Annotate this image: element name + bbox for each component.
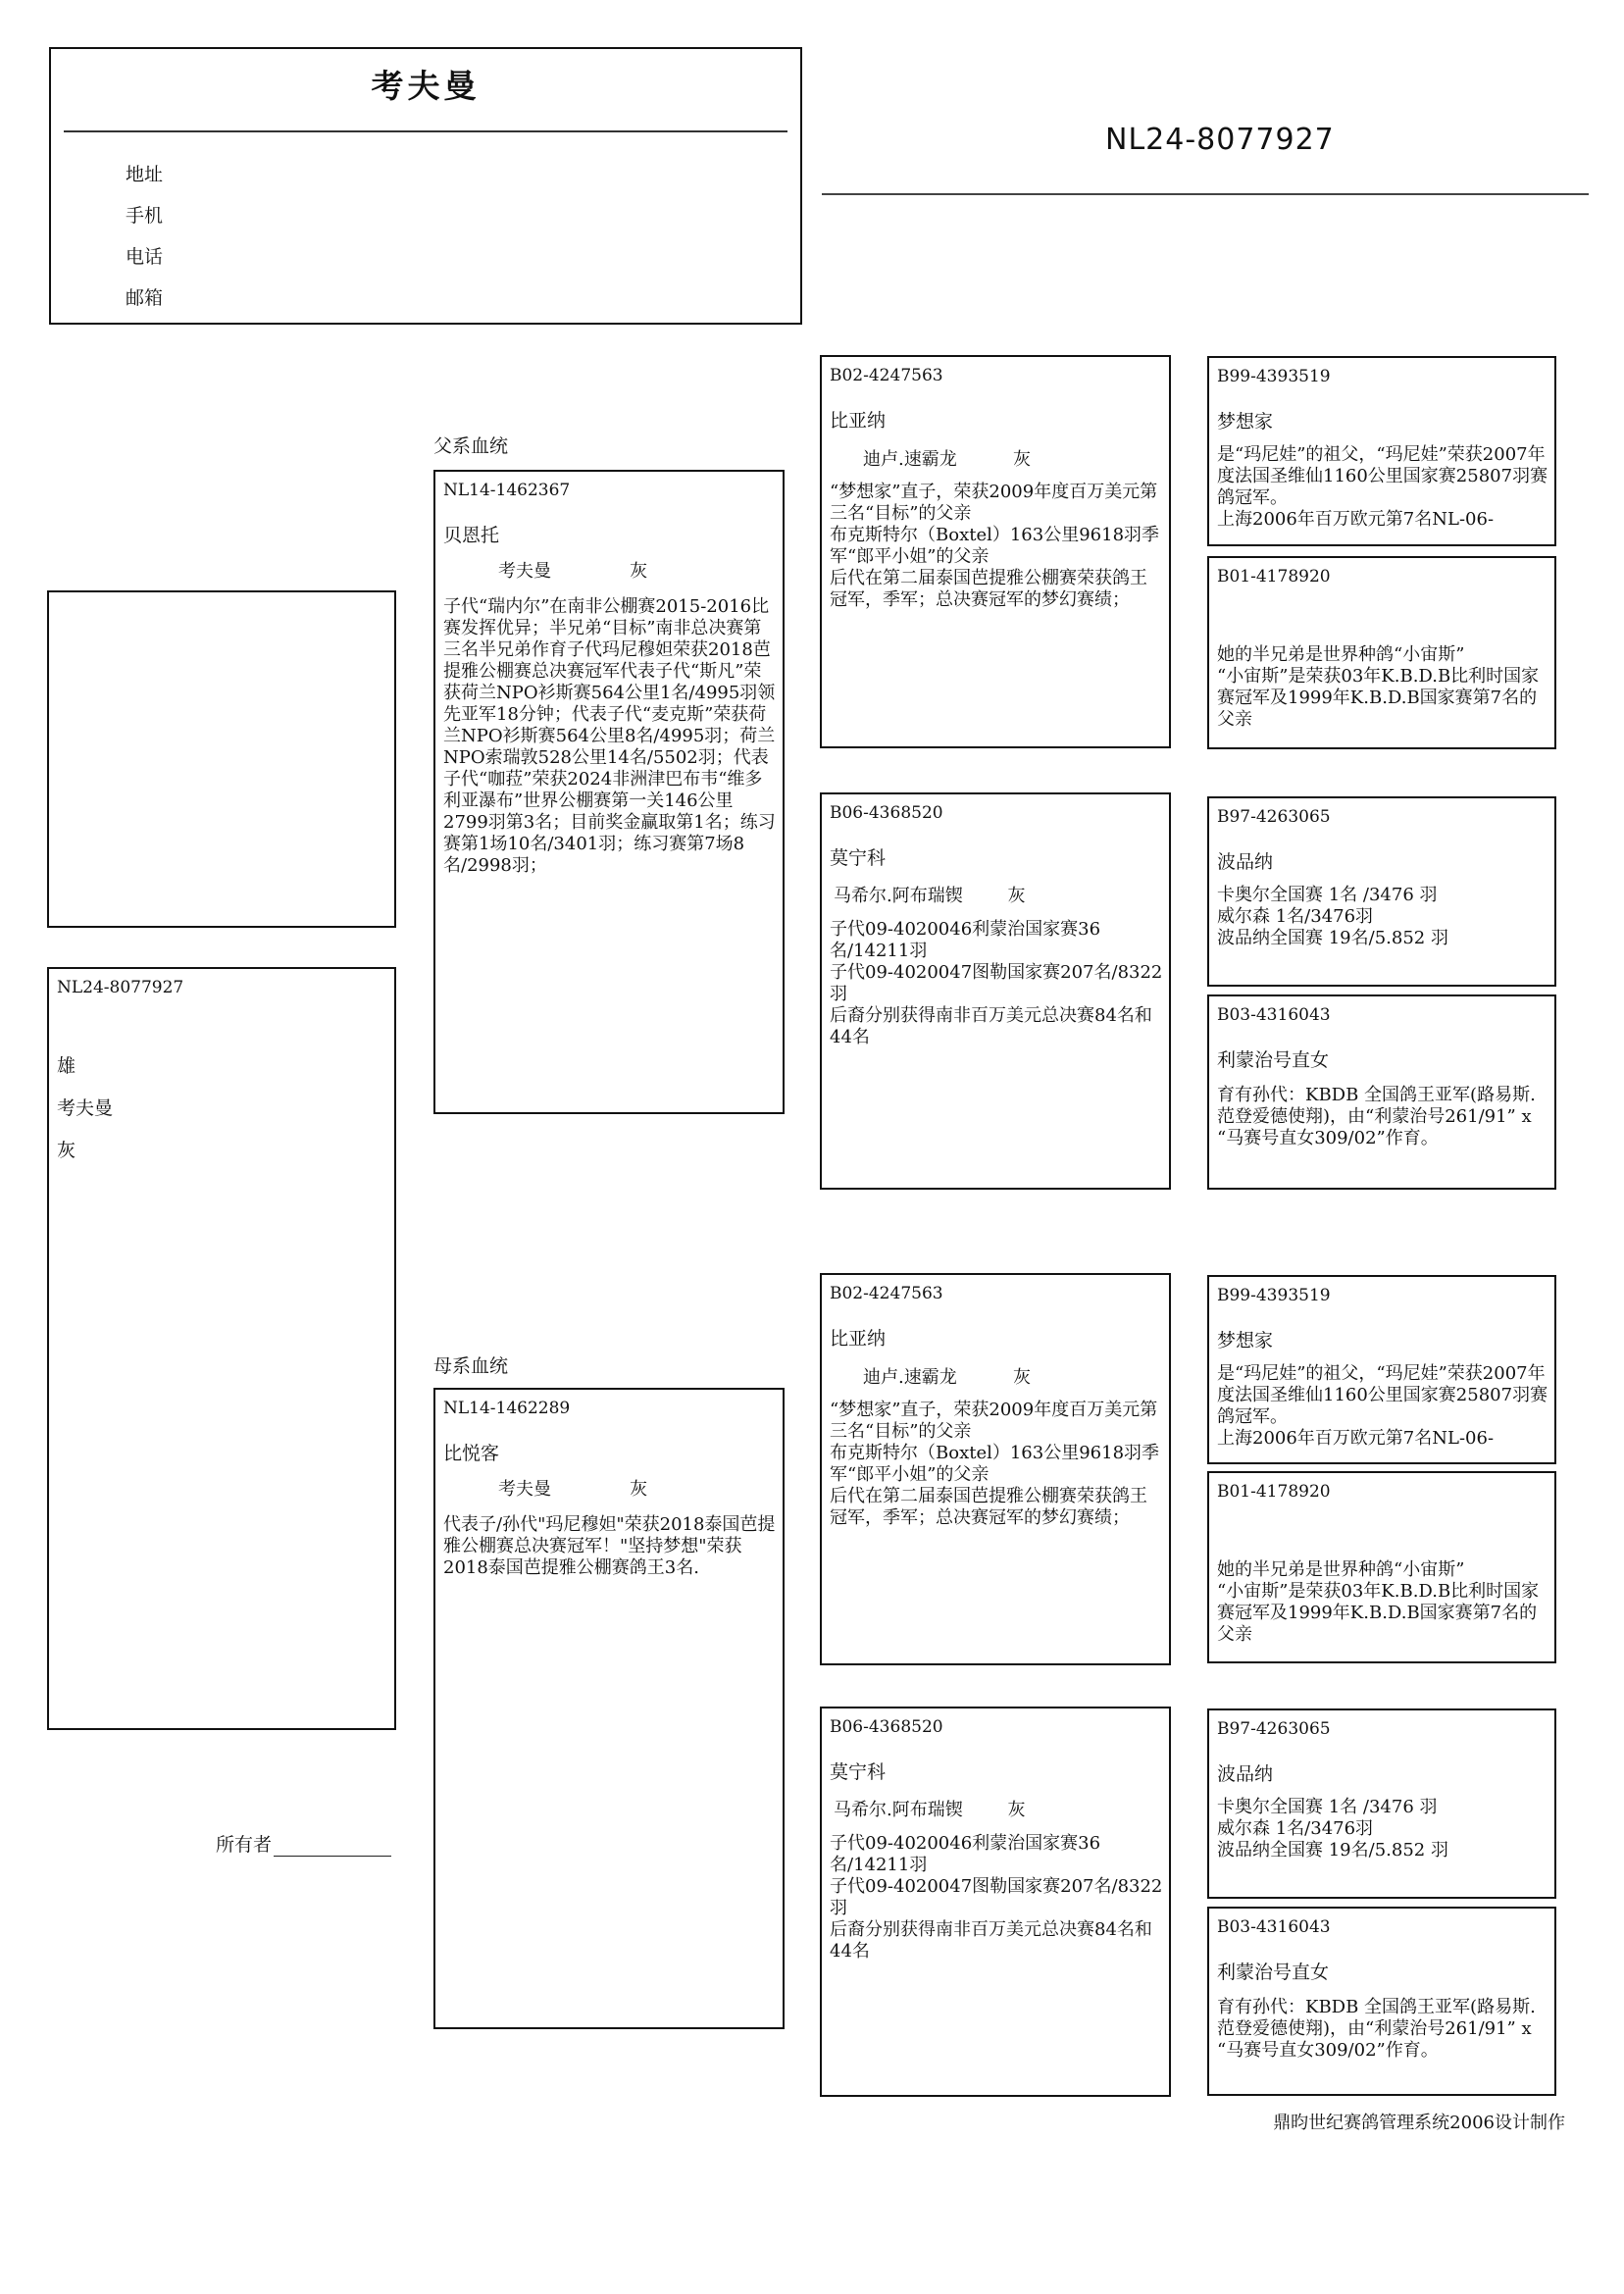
sire-ring: NL14-1462367 xyxy=(443,481,571,500)
great-grandparent-ring: B97-4263065 xyxy=(1217,807,1331,827)
great-grandparent-card-1 xyxy=(1207,356,1556,546)
bird-color: 灰 xyxy=(57,1140,76,1161)
grandparent-card-sire-b xyxy=(820,792,1171,1190)
great-grandparent-card-6 xyxy=(1207,1471,1556,1663)
great-grandparent-ring: B97-4263065 xyxy=(1217,1719,1331,1739)
great-grandparent-ring: B99-4393519 xyxy=(1217,367,1331,386)
grandparent-ring: B06-4368520 xyxy=(830,803,943,823)
great-grandparent-ring: B03-4316043 xyxy=(1217,1005,1331,1025)
dam-ring: NL14-1462289 xyxy=(443,1399,571,1418)
grandparent-description: 子代09-4020046利蒙治国家赛36名/14211羽 子代09-4020047图勒国家赛207名/8322羽 后裔分别获得南非百万美元总决赛84名和44名 xyxy=(830,1833,1163,1962)
bird-sex: 雄 xyxy=(57,1055,76,1077)
grandparent-ring: B06-4368520 xyxy=(830,1717,943,1737)
photo-frame xyxy=(47,590,396,928)
header-ring-number: NL24-8077927 xyxy=(1105,123,1335,157)
grandparent-ring: B02-4247563 xyxy=(830,366,943,385)
great-grandparent-name: 梦想家 xyxy=(1217,411,1274,433)
grandparent-card-dam-b xyxy=(820,1707,1171,2097)
grandparent-card-sire-a xyxy=(820,355,1171,748)
sire-section-label: 父系血统 xyxy=(433,435,509,457)
great-grandparent-ring: B99-4393519 xyxy=(1217,1286,1331,1305)
grandparent-description: “梦想家”直子，荣获2009年度百万美元第三名“目标”的父亲 布克斯特尔（Boxtel）163公里9618羽季军“郎平小姐”的父亲 后代在第二届泰国芭提雅公棚赛荣获鸽王冠军，季军；总决赛冠军的梦幻赛绩； xyxy=(830,482,1160,610)
bird-card xyxy=(47,967,396,1730)
great-grandparent-ring: B01-4178920 xyxy=(1217,1482,1331,1502)
grandparent-card-dam-a xyxy=(820,1273,1171,1665)
bird-breeder: 考夫曼 xyxy=(57,1097,114,1119)
great-grandparent-name: 波品纳 xyxy=(1217,1763,1274,1785)
great-grandparent-name: 梦想家 xyxy=(1217,1330,1274,1351)
dam-breeder-color: 考夫曼 灰 xyxy=(498,1479,648,1500)
great-grandparent-name: 波品纳 xyxy=(1217,851,1274,873)
great-grandparent-name: 利蒙治号直女 xyxy=(1217,1049,1330,1071)
great-grandparent-description: 育有孙代：KBDB 全国鸽王亚军(路易斯.范登爱德使翔)，由“利蒙治号261/91” x “马赛号直女309/02”作育。 xyxy=(1217,1997,1536,2061)
sire-description: 子代“瑞内尔”在南非公棚赛2015-2016比赛发挥优异；半兄弟“目标”南非总决赛第三名半兄弟作育子代玛尼穆妲荣获2018芭提雅公棚赛总决赛冠军代表子代“斯凡”荣获荷兰NPO衫斯赛564公里1名/4995羽领先亚军18分钟；代表子代“麦克斯”荣获荷兰NPO衫斯赛564公里8名/4995羽；荷兰NPO索瑞敦528公里14名/5502羽；代表子代“咖菈”荣获2024非洲津巴布韦“维多利亚瀑布”世界公棚赛第一关146公里2799羽第3名；目前奖金赢取第1名；练习赛第1场10名/3401羽；练习赛第7场8名/2998羽； xyxy=(443,596,776,876)
great-grandparent-card-5 xyxy=(1207,1275,1556,1464)
owner-signature-label: 所有者 xyxy=(216,1834,273,1856)
owner-info-box xyxy=(49,47,802,325)
dam-card xyxy=(433,1388,785,2029)
great-grandparent-description: 卡奥尔全国赛 1名 /3476 羽 威尔森 1名/3476羽 波品纳全国赛 19名/5.852 羽 xyxy=(1217,1797,1448,1861)
grandparent-ring: B02-4247563 xyxy=(830,1284,943,1303)
great-grandparent-card-8 xyxy=(1207,1907,1556,2096)
address-label: 地址 xyxy=(126,164,164,185)
grandparent-description: 子代09-4020046利蒙治国家赛36名/14211羽 子代09-4020047图勒国家赛207名/8322羽 后裔分别获得南非百万美元总决赛84名和44名 xyxy=(830,919,1163,1047)
great-grandparent-description: 卡奥尔全国赛 1名 /3476 羽 威尔森 1名/3476羽 波品纳全国赛 19名/5.852 羽 xyxy=(1217,885,1448,948)
great-grandparent-description: 她的半兄弟是世界种鸽“小宙斯” “小宙斯”是荣获03年K.B.D.B比利时国家赛冠军及1999年K.B.D.B国家赛第7名的父亲 xyxy=(1217,644,1540,730)
owner-divider xyxy=(64,130,787,132)
grandparent-breeder-color: 马希尔.阿布瑞锲 灰 xyxy=(834,1800,1026,1820)
great-grandparent-card-7 xyxy=(1207,1708,1556,1899)
dam-name: 比悦客 xyxy=(443,1443,500,1464)
bird-ring: NL24-8077927 xyxy=(57,978,184,997)
grandparent-name: 比亚纳 xyxy=(830,410,887,432)
great-grandparent-card-2 xyxy=(1207,556,1556,749)
great-grandparent-description: 是“玛尼娃”的祖父，“玛尼娃”荣获2007年度法国圣维仙1160公里国家赛25807羽赛鸽冠军。 上海2006年百万欧元第7名NL-06- xyxy=(1217,1363,1548,1449)
signature-line xyxy=(274,1856,391,1857)
grandparent-name: 莫宁科 xyxy=(830,847,887,869)
grandparent-name: 莫宁科 xyxy=(830,1761,887,1783)
owner-name: 考夫曼 xyxy=(371,67,481,105)
sire-breeder-color: 考夫曼 灰 xyxy=(498,561,648,582)
great-grandparent-card-4 xyxy=(1207,994,1556,1190)
sire-name: 贝恩托 xyxy=(443,525,500,546)
header-rule xyxy=(822,193,1589,195)
grandparent-breeder-color: 马希尔.阿布瑞锲 灰 xyxy=(834,886,1026,906)
great-grandparent-description: 是“玛尼娃”的祖父，“玛尼娃”荣获2007年度法国圣维仙1160公里国家赛25807羽赛鸽冠军。 上海2006年百万欧元第7名NL-06- xyxy=(1217,444,1548,530)
dam-section-label: 母系血统 xyxy=(433,1355,509,1377)
owner-signature xyxy=(216,1830,391,1857)
grandparent-breeder-color: 迪卢.速霸龙 灰 xyxy=(863,1367,1031,1388)
great-grandparent-ring: B03-4316043 xyxy=(1217,1917,1331,1937)
dam-description: 代表子/孙代"玛尼穆妲"荣获2018泰国芭提雅公棚赛总决赛冠军！"坚持梦想"荣获2018泰国芭提雅公棚赛鸽王3名. xyxy=(443,1514,776,1578)
great-grandparent-description: 育有孙代：KBDB 全国鸽王亚军(路易斯.范登爱德使翔)，由“利蒙治号261/91” x “马赛号直女309/02”作育。 xyxy=(1217,1085,1536,1148)
phone-label: 电话 xyxy=(126,246,164,268)
grandparent-breeder-color: 迪卢.速霸龙 灰 xyxy=(863,449,1031,470)
great-grandparent-description: 她的半兄弟是世界种鸽“小宙斯” “小宙斯”是荣获03年K.B.D.B比利时国家赛冠军及1999年K.B.D.B国家赛第7名的父亲 xyxy=(1217,1559,1540,1645)
grandparent-name: 比亚纳 xyxy=(830,1328,887,1350)
mobile-label: 手机 xyxy=(126,205,164,227)
great-grandparent-ring: B01-4178920 xyxy=(1217,567,1331,586)
email-label: 邮箱 xyxy=(126,287,164,309)
great-grandparent-card-3 xyxy=(1207,796,1556,987)
footer-credit: 鼎昀世纪赛鸽管理系统2006设计制作 xyxy=(1273,2113,1565,2133)
sire-card xyxy=(433,470,785,1114)
great-grandparent-name: 利蒙治号直女 xyxy=(1217,1962,1330,1983)
grandparent-description: “梦想家”直子，荣获2009年度百万美元第三名“目标”的父亲 布克斯特尔（Boxtel）163公里9618羽季军“郎平小姐”的父亲 后代在第二届泰国芭提雅公棚赛荣获鸽王冠军，季军；总决赛冠军的梦幻赛绩； xyxy=(830,1400,1160,1528)
